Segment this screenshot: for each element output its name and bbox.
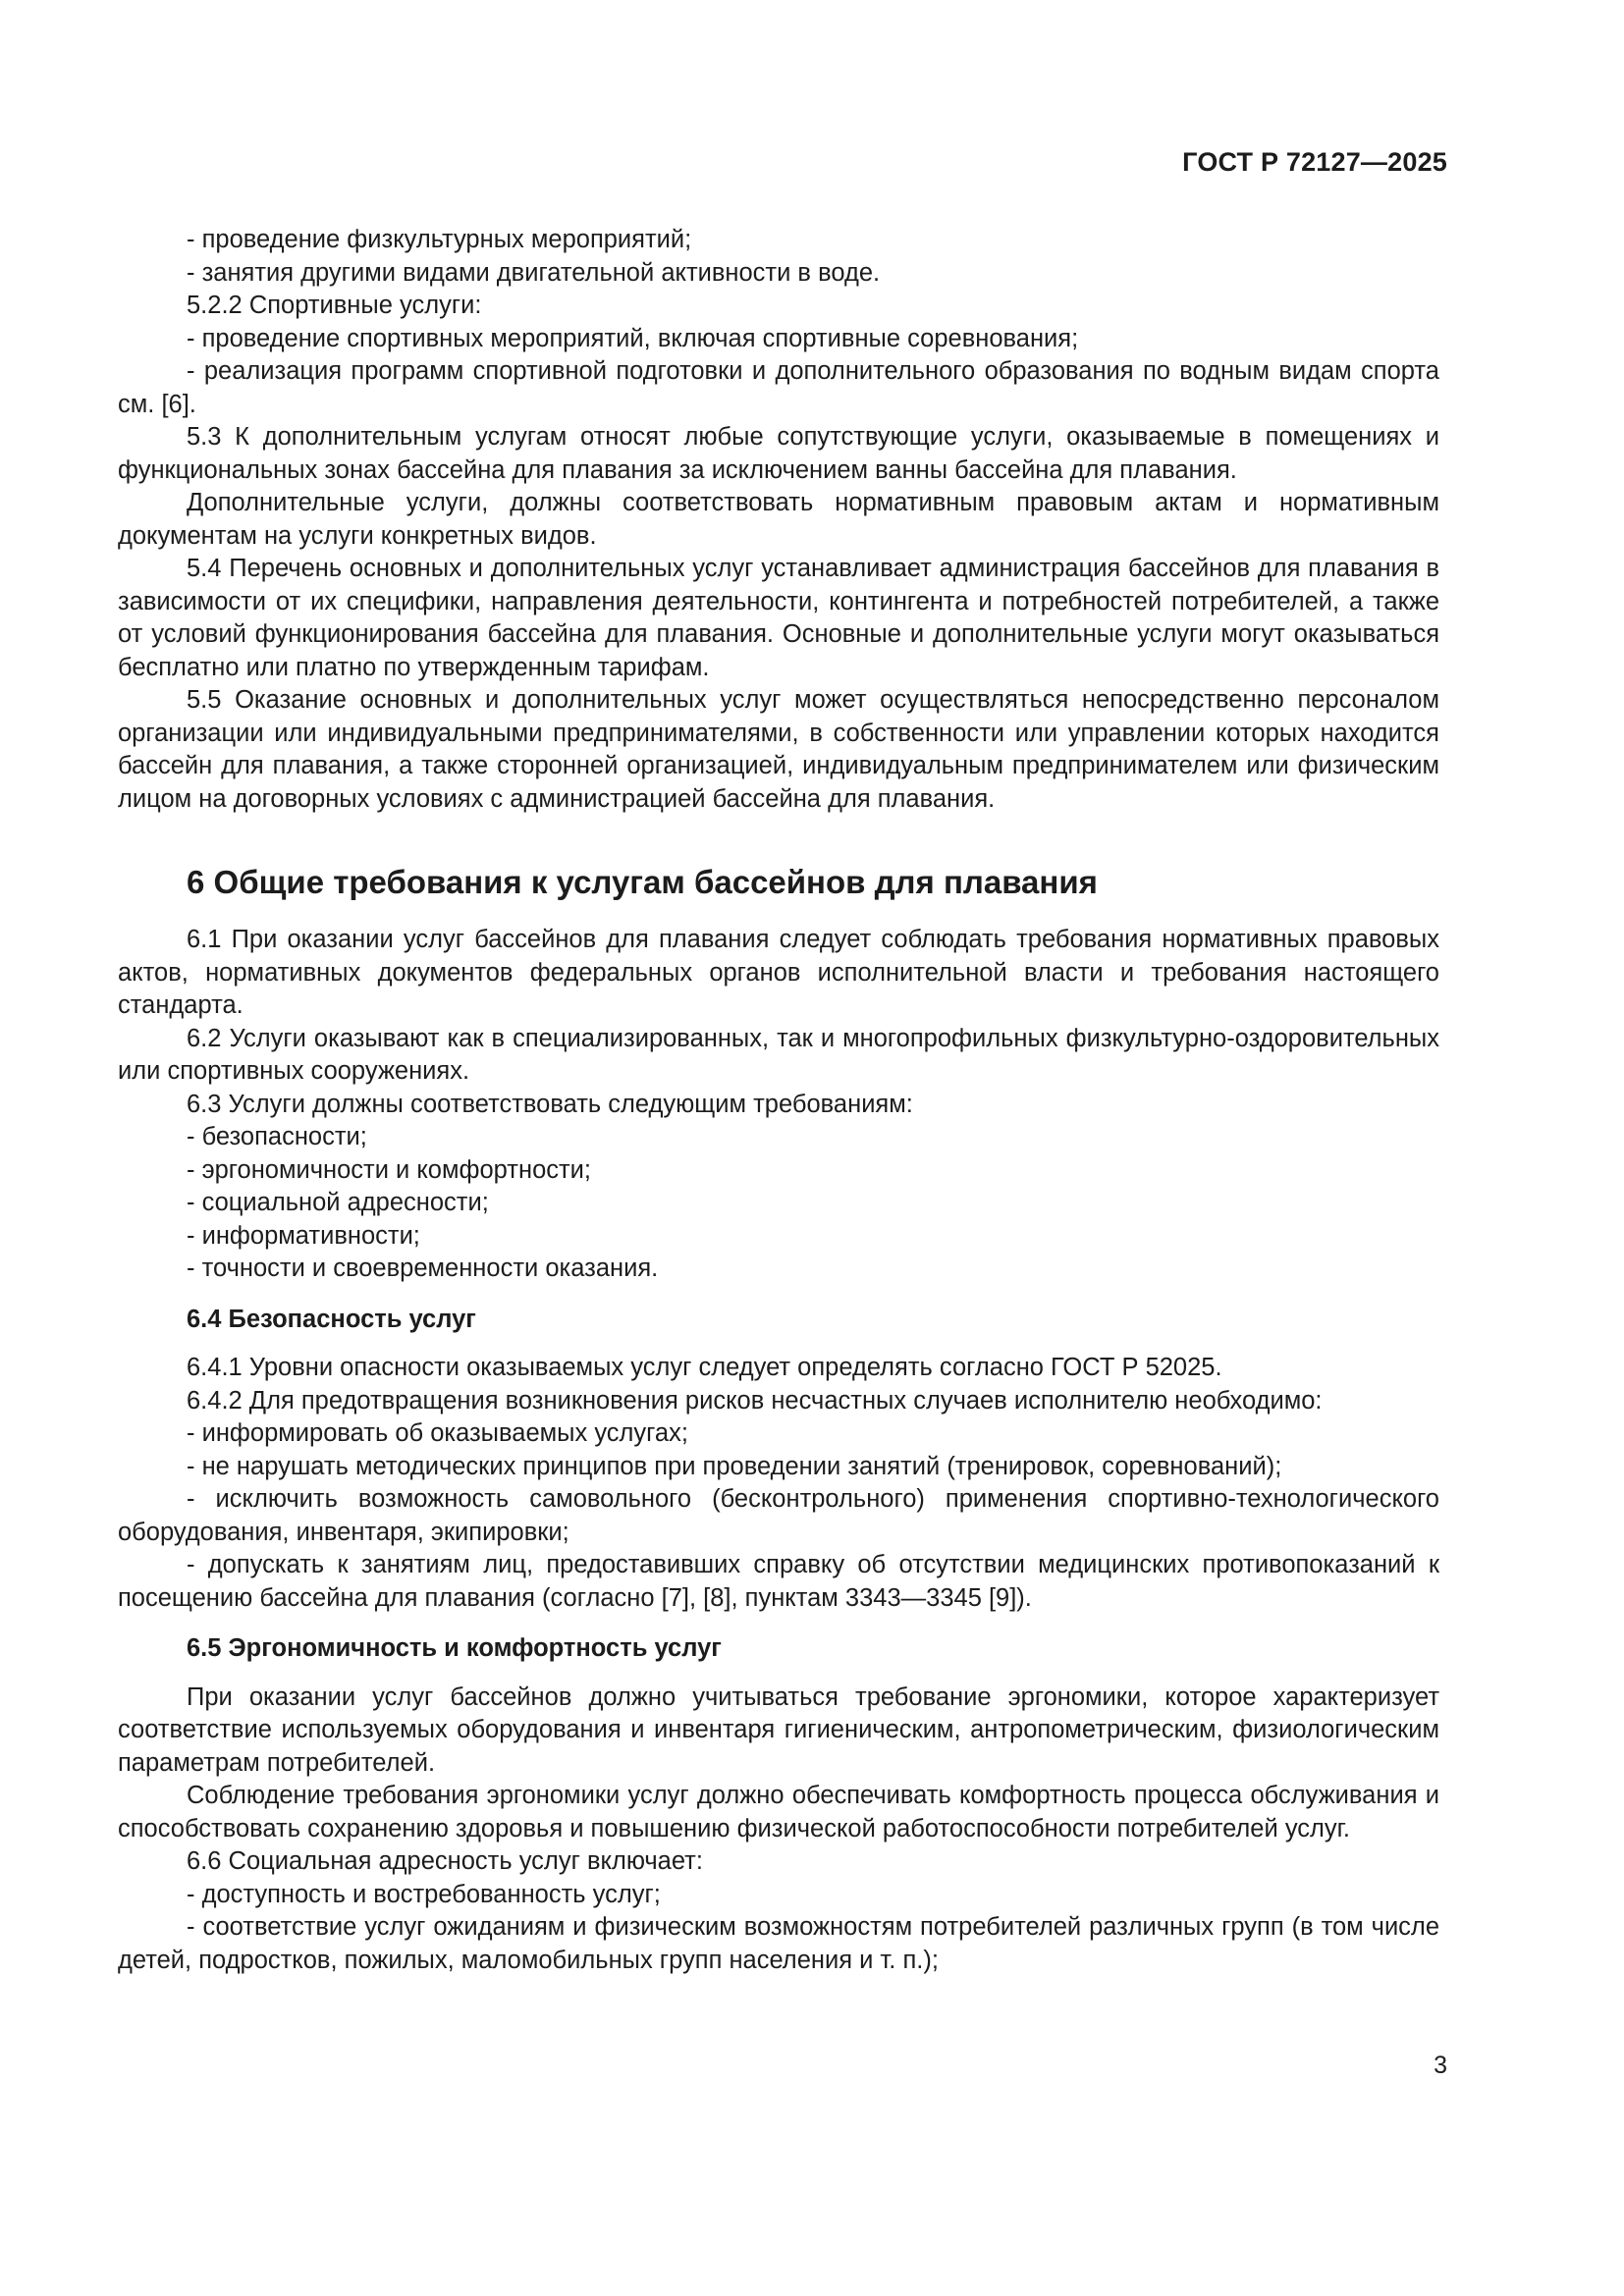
paragraph: 5.5 Оказание основных и дополнительных услуг может осуществляться непосредственно персоналом организации или индивидуальными предпринимателями, в собственности или управлении которых находится бассейн для плавания, а также сторонней организацией, индивидуальным предпринимателем или физическим лицом на договорных условиях с администрацией бассейна для плавания.: [118, 686, 1439, 813]
paragraph: - проведение спортивных мероприятий, включая спортивные соревнования;: [187, 324, 1079, 352]
page-number: 3: [1434, 2052, 1447, 2079]
paragraph: 6.6 Социальная адресность услуг включает:: [187, 1847, 703, 1875]
list-item: - информативности;: [187, 1221, 420, 1250]
section-6-4-heading: 6.4 Безопасность услуг: [187, 1305, 476, 1333]
list-item: - доступность и востребованность услуг;: [187, 1880, 661, 1908]
paragraph: - занятия другими видами двигательной активности в воде.: [187, 258, 881, 287]
paragraph: 5.2.2 Спортивные услуги:: [187, 292, 482, 319]
paragraph: - проведение физкультурных мероприятий;: [187, 226, 692, 253]
paragraph: При оказании услуг бассейнов должно учитываться требование эргономики, которое характеризует соответствие используемых оборудования и инвентаря гигиеническим, антропометрическим, физиологическим параметрам потребителей.: [118, 1682, 1439, 1777]
list-item: - допускать к занятиям лиц, предоставивших справку об отсутствии медицинских противопоказаний к посещению бассейна для плавания (согласно [7], [8], пунктам 3343—3345 [9]).: [118, 1551, 1439, 1612]
paragraph: 6.3 Услуги должны соответствовать следующим требованиям:: [187, 1090, 913, 1118]
paragraph: Соблюдение требования эргономики услуг должно обеспечивать комфортность процесса обслуживания и способствовать сохранению здоровья и повышению физической работоспособности потребителей услуг.: [118, 1782, 1439, 1842]
list-item: - не нарушать методических принципов при проведении занятий (тренировок, соревнований);: [187, 1452, 1282, 1480]
list-item: - информировать об оказываемых услугах;: [187, 1419, 688, 1447]
list-item: - безопасности;: [187, 1123, 367, 1150]
document-code: ГОСТ Р 72127—2025: [1182, 147, 1447, 177]
paragraph: 5.4 Перечень основных и дополнительных услуг устанавливает администрация бассейнов для плавания в зависимости от их специфики, направления деятельности, контингента и потребностей потребителей, а также от условий функционирования бассейна для плавания. Основные и дополнительные услуги могут оказываться бесплатно или платно по утвержденным тарифам.: [118, 555, 1439, 681]
paragraph: 6.2 Услуги оказывают как в специализированных, так и многопрофильных физкультурно-оздоровительных или спортивных сооружениях.: [118, 1024, 1439, 1085]
document-body: [118, 224, 1439, 1977]
list-item: - соответствие услуг ожиданиям и физическим возможностям потребителей различных групп (в том числе детей, подростков, пожилых, маломобильных групп населения и т. п.);: [118, 1913, 1439, 1974]
paragraph: 5.3 К дополнительным услугам относят любые сопутствующие услуги, оказываемые в помещениях и функциональных зонах бассейна для плавания за исключением ванны бассейна для плавания.: [118, 423, 1439, 484]
list-item: - исключить возможность самовольного (бесконтрольного) применения спортивно-технологического оборудования, инвентаря, экипировки;: [118, 1485, 1439, 1546]
section-6-5-heading: 6.5 Эргономичность и комфортность услуг: [187, 1634, 722, 1662]
paragraph: 6.4.2 Для предотвращения возникновения рисков несчастных случаев исполнителю необходимо:: [187, 1386, 1323, 1415]
list-item: - эргономичности и комфортности;: [187, 1155, 592, 1184]
paragraph: 6.1 При оказании услуг бассейнов для плавания следует соблюдать требования нормативных правовых актов, нормативных документов федеральных органов исполнительной власти и требования настоящего стандарта.: [118, 926, 1439, 1019]
paragraph: - реализация программ спортивной подготовки и дополнительного образования по водным видам спорта см. [6].: [118, 357, 1439, 418]
section-6-heading: 6 Общие требования к услугам бассейнов для плавания: [187, 864, 1098, 900]
paragraph: Дополнительные услуги, должны соответствовать нормативным правовым актам и нормативным документам на услуги конкретных видов.: [118, 489, 1439, 550]
list-item: - социальной адресности;: [187, 1189, 489, 1216]
paragraph: 6.4.1 Уровни опасности оказываемых услуг следует определять согласно ГОСТ Р 52025.: [187, 1354, 1222, 1381]
list-item: - точности и своевременности оказания.: [187, 1255, 659, 1282]
